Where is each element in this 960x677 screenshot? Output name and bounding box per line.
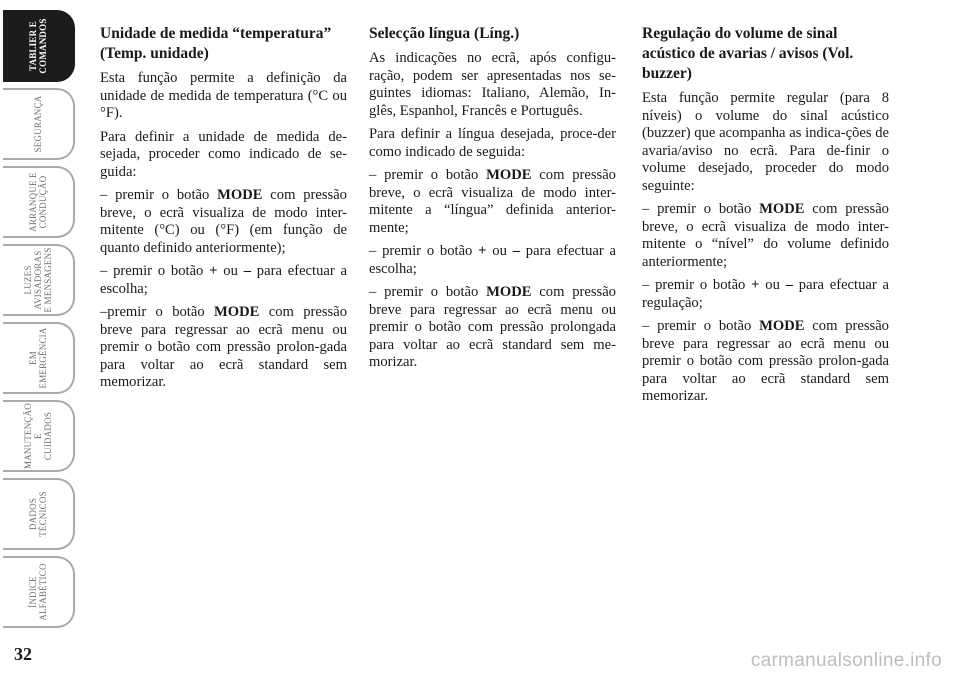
instruction-step: – premir o botão MODE com pressão breve, o ecrã visualiza de modo inter-mitente a “língua” definida anterior-mente; — [369, 167, 616, 236]
tab-label: LUZES AVISADORAS E MENSAGENS — [23, 247, 53, 313]
tab-label: TABLIER E COMANDOS — [28, 18, 48, 74]
minus-key: – — [243, 263, 251, 279]
column-language-selection — [369, 24, 616, 378]
column-temperature-unit — [100, 24, 347, 398]
instruction-step: – premir o botão + ou – para efectuar a escolha; — [369, 243, 616, 277]
sidebar-tabs — [0, 0, 78, 640]
paragraph-intro: As indicações no ecrã, após configu-ração, podem ser apresentadas nos se-guintes idiomas: Italiano, Alemão, In-glês, Espanhol, Francês e Português. — [369, 50, 616, 119]
minus-key: – — [785, 277, 793, 293]
plus-key: + — [209, 263, 218, 279]
plus-key: + — [478, 243, 487, 259]
section-heading: Unidade de medida “temperatura” (Temp. unidade) — [100, 25, 332, 62]
mode-key: MODE — [217, 187, 263, 203]
tab-label: MANUTENÇÃO E CUIDADOS — [23, 403, 53, 469]
tab-em-emergencia[interactable] — [3, 322, 75, 394]
watermark: carmanualsonline.info — [750, 650, 942, 671]
paragraph-intro: Esta função permite a definição da unidade de medida de temperatura (°C ou °F). — [100, 70, 347, 121]
paragraph-intro: Esta função permite regular (para 8 níveis) o volume do sinal acústico (buzzer) que acompanha as indica-ções de avaria/aviso no ecrã. Para de-finir o volume desejado, proceder do modo seguinte: — [642, 90, 889, 194]
tab-label: DADOS TÉCNICOS — [28, 491, 48, 537]
instruction-step: – premir o botão MODE com pressão breve, o ecrã visualiza de modo inter-mitente o “nível” do volume definido anteriormente; — [642, 201, 889, 270]
mode-key: MODE — [213, 304, 260, 320]
tab-luzes-avisadoras[interactable] — [3, 244, 75, 316]
paragraph-lead: Para definir a unidade de medida de-sejada, proceder como indicado de se-guida: — [100, 128, 347, 180]
tab-label: ARRANQUE E CONDUÇÃO — [28, 172, 48, 232]
section-heading: Selecção língua (Líng.) — [369, 25, 520, 42]
tab-seguranca[interactable] — [3, 88, 75, 160]
tab-label: EM EMERGÊNCIA — [28, 327, 48, 389]
instruction-step: – premir o botão MODE com pressão breve para regressar ao ecrã menu ou premir o botão com pressão prolongada para voltar ao ecrã standard sem me-morizar. — [369, 284, 616, 370]
mode-key: MODE — [486, 167, 532, 183]
tab-indice-alfabetico[interactable] — [3, 556, 75, 628]
plus-key: + — [751, 277, 760, 293]
instruction-step: – premir o botão MODE com pressão breve, o ecrã visualiza de modo inter-mitente (°C) ou (°F) (em função de quanto definido anteriormente); — [100, 187, 347, 256]
minus-key: – — [512, 243, 520, 259]
mode-key: MODE — [759, 318, 805, 334]
paragraph-lead: Para definir a língua desejada, proce-der como indicado de seguida: — [369, 126, 616, 160]
tab-label: ÍNDICE ALFABÉTICO — [28, 563, 48, 621]
tab-dados-tecnicos[interactable] — [3, 478, 75, 550]
column-buzzer-volume — [642, 24, 889, 412]
instruction-step: – premir o botão MODE com pressão breve para regressar ao ecrã menu ou premir o botão com pressão prolon-gada para voltar ao ecrã standard sem memorizar. — [642, 318, 889, 404]
mode-key: MODE — [759, 201, 805, 217]
instruction-step: – premir o botão + ou – para efectuar a regulação; — [642, 277, 889, 311]
page-number: 32 — [14, 644, 32, 664]
tab-tablier-comandos[interactable] — [3, 10, 75, 82]
instruction-step: – premir o botão + ou – para efectuar a escolha; — [100, 263, 347, 297]
mode-key: MODE — [486, 284, 532, 300]
instruction-step: –premir o botão MODE com pressão breve para regressar ao ecrã menu ou premir o botão com pressão prolon-gada para voltar ao ecrã standard sem memorizar. — [100, 304, 347, 390]
tab-arranque-conducao[interactable] — [3, 166, 75, 238]
section-heading: Regulação do volume de sinal acústico de avarias / avisos (Vol. buzzer) — [642, 25, 854, 82]
tab-manutencao-cuidados[interactable] — [3, 400, 75, 472]
tab-label: SEGURANÇA — [33, 95, 43, 153]
